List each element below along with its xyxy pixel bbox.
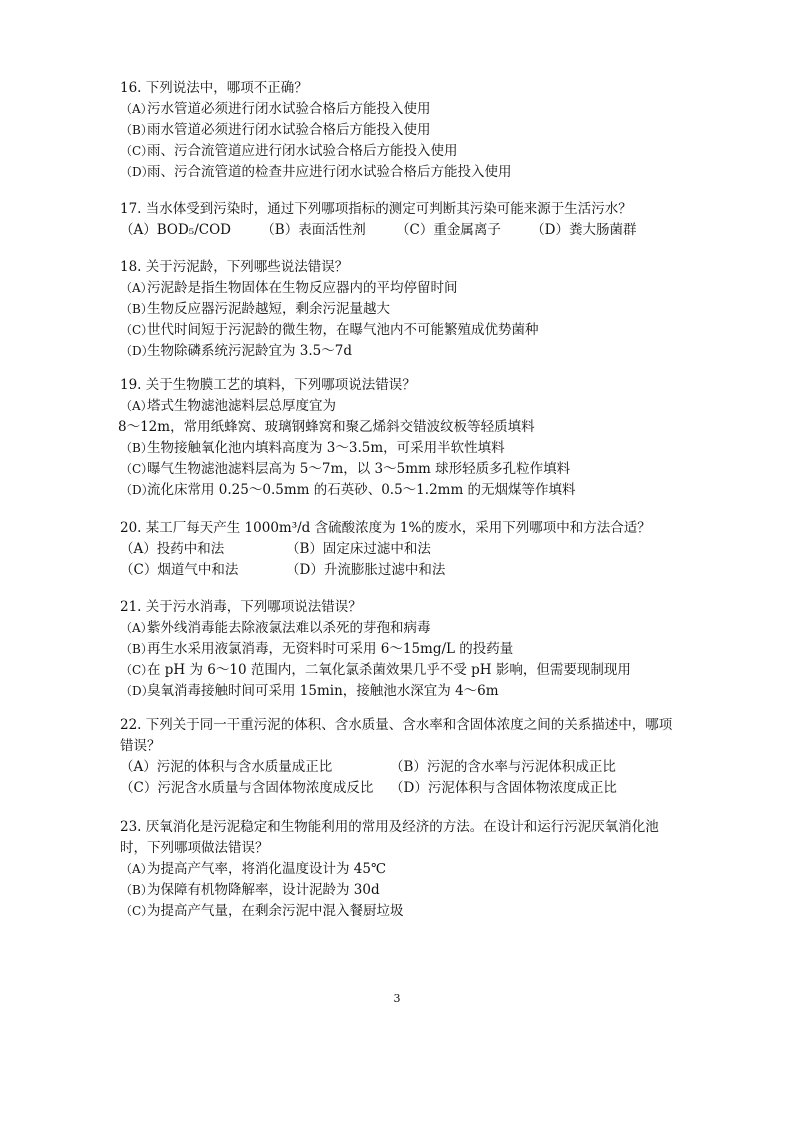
- option-d: （D）粪大肠菌群: [531, 222, 637, 238]
- options-grid: [120, 539, 680, 581]
- option-d: （D） 臭氧消毒接触时间可采用 15min，接触池水深宜为 4～6m: [120, 683, 499, 699]
- option-c: （C） 为提高产气量，在剩余污泥中混入餐厨垃圾: [120, 903, 404, 919]
- options-row: [120, 220, 680, 241]
- option-c: （C） 曝气生物滤池滤料层高为 5～7m，以 3～5mm 球形轻质多孔粒作填料: [120, 461, 571, 477]
- question-stem: 21. 关于污水消毒，下列哪项说法错误？: [120, 599, 362, 615]
- option-d: （D）升流膨胀过滤中和法: [286, 562, 446, 578]
- question-stem: 23. 厌氧消化是污泥稳定和生物能利用的常用及经济的方法。在设计和运行污泥厌氧消化池时，下列哪项做法错误？: [120, 819, 659, 856]
- option-c: （C）重金属离子: [396, 222, 501, 238]
- question-stem: 19. 关于生物膜工艺的填料，下列哪项说法错误？: [120, 377, 416, 393]
- options-grid: [120, 757, 680, 799]
- question-19: [120, 375, 680, 501]
- option-b: （B） 为保障有机物降解率，设计泥龄为 30d: [120, 882, 380, 898]
- option-a: （A） 紫外线消毒能去除液氯法难以杀死的芽孢和病毒: [120, 620, 431, 636]
- question-stem: 22. 下列关于同一干重污泥的体积、含水质量、含水率和含固体浓度之间的关系描述中，哪项错误？: [120, 717, 673, 754]
- option-a-continued: 8～12m，常用纸蜂窝、玻璃钢蜂窝和聚乙烯斜交错波纹板等轻质填料: [118, 419, 535, 435]
- option-c: （C）污泥含水质量与含固体物浓度成反比: [120, 780, 374, 796]
- option-b: （B） 再生水采用液氯消毒，无资料时可采用 6～15mg/L 的投药量: [120, 641, 514, 657]
- option-b: （B）表面活性剂: [261, 222, 366, 238]
- question-17: [120, 199, 680, 241]
- option-b: （B）固定床过滤中和法: [286, 541, 431, 557]
- option-a: （A） 污泥龄是指生物固体在生物反应器内的平均停留时间: [120, 280, 458, 296]
- option-d: （D） 流化床常用 0.25～0.5mm 的石英砂、0.5～1.2mm 的无烟煤等作填料: [120, 482, 576, 498]
- option-d: （D） 生物除磷系统污泥龄宜为 3.5～7d: [120, 343, 352, 359]
- question-stem: 18. 关于污泥龄，下列哪些说法错误？: [120, 259, 349, 275]
- question-20: [120, 518, 680, 581]
- option-a: （A）污泥的体积与含水质量成正比: [120, 759, 333, 775]
- option-b: （B） 生物接触氧化池内填料高度为 3～3.5m，可采用半软性填料: [120, 440, 505, 456]
- question-21: [120, 597, 680, 702]
- question-stem: 17. 当水体受到污染时，通过下列哪项指标的测定可判断其污染可能来源于生活污水？: [120, 201, 632, 217]
- option-c: （C）烟道气中和法: [120, 562, 239, 578]
- option-a: （A） 为提高产气率，将消化温度设计为 45℃: [120, 861, 387, 877]
- question-16: [120, 78, 680, 183]
- question-23: [120, 817, 680, 922]
- option-b: （B） 生物反应器污泥龄越短，剩余污泥量越大: [120, 301, 390, 317]
- option-d: （D） 雨、污合流管道的检查井应进行闭水试验合格后方能投入使用: [120, 164, 512, 180]
- question-stem: 20. 某工厂每天产生 1000m³/d 含硫酸浓度为 1%的废水，采用下列哪项中和方法合适？: [120, 520, 651, 536]
- option-a: （A）BOD₅/COD: [120, 222, 231, 238]
- option-b: （B）污泥的含水率与污泥体积成正比: [390, 759, 616, 775]
- page-number: 3: [393, 992, 401, 1005]
- option-a: （A） 塔式生物滤池滤料层总厚度宜为: [120, 398, 336, 414]
- option-d: （D）污泥体积与含固体物浓度成正比: [390, 780, 617, 796]
- option-c: （C） 世代时间短于污泥龄的微生物，在曝气池内不可能繁殖成优势菌种: [120, 322, 539, 338]
- option-a: （A）投药中和法: [120, 541, 225, 557]
- option-a: （A） 污水管道必须进行闭水试验合格后方能投入使用: [120, 101, 431, 117]
- question-stem: 16. 下列说法中，哪项不正确？: [120, 80, 308, 96]
- question-22: [120, 715, 680, 799]
- option-c: （C） 在 pH 为 6～10 范围内，二氧化氯杀菌效果几乎不受 pH 影响，但需要现制现用: [120, 662, 631, 678]
- question-18: [120, 257, 680, 362]
- option-b: （B） 雨水管道必须进行闭水试验合格后方能投入使用: [120, 122, 431, 138]
- option-c: （C） 雨、污合流管道应进行闭水试验合格后方能投入使用: [120, 143, 458, 159]
